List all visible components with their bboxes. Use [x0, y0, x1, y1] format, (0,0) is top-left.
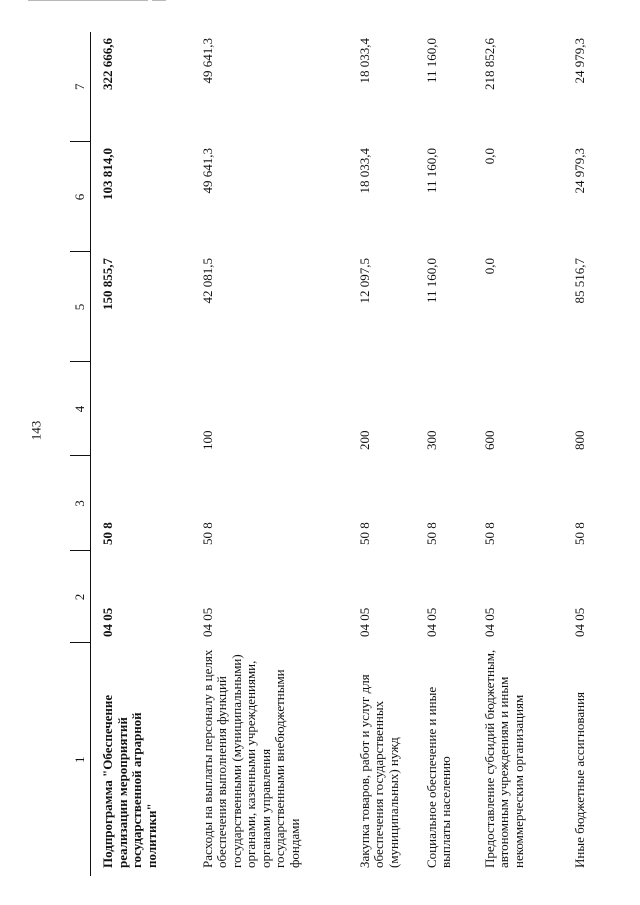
- scan-edge-mark-short: [152, 0, 166, 1]
- row-section: 04 05: [423, 607, 439, 637]
- row-type: [91, 362, 191, 456]
- row-name: Подпрограмма "Обеспечение реализации мероприятий государственной аграрной политики": [100, 694, 159, 868]
- row-section: 04 05: [199, 607, 215, 637]
- row-value-5: 85 516,7: [571, 258, 587, 304]
- row-value-6: 11 160,0: [423, 148, 439, 194]
- table-row-social: [415, 32, 473, 876]
- row-target: 50 8: [199, 522, 215, 545]
- row-type: 100: [199, 430, 215, 450]
- table-row-subsidies: [473, 32, 563, 876]
- row-value-6: 49 641,3: [199, 148, 215, 194]
- row-target: 50 8: [356, 522, 372, 545]
- column-header-3: 3: [70, 456, 91, 551]
- row-section: 04 05: [356, 607, 372, 637]
- table-row-personnel: [191, 32, 348, 876]
- row-target: 50 8: [481, 522, 497, 545]
- table-row-subprogram: [91, 32, 191, 876]
- row-section: 04 05: [100, 607, 115, 637]
- row-value-5: 42 081,5: [199, 258, 215, 304]
- row-value-6: 0,0: [481, 148, 497, 165]
- row-type: 800: [571, 430, 587, 450]
- column-header-4: 4: [70, 362, 91, 456]
- rotated-table-content: [70, 32, 609, 876]
- row-value-7: 218 852,6: [481, 38, 497, 90]
- row-target: 50 8: [100, 522, 115, 545]
- table-row-procurement: [348, 32, 415, 876]
- row-value-7: 322 666,6: [100, 38, 115, 90]
- table-header-row: [70, 32, 91, 876]
- row-target: 50 8: [571, 522, 587, 545]
- row-value-7: 24 979,3: [571, 38, 587, 84]
- column-header-1: 1: [70, 643, 91, 876]
- row-name: Социальное обеспечение и иные выплаты населению: [423, 686, 453, 868]
- row-value-7: 49 641,3: [199, 38, 215, 84]
- row-type: 300: [423, 430, 439, 450]
- column-header-7: 7: [70, 32, 91, 142]
- row-name: Расходы на выплаты персоналу в целях обеспечения выполнения функций государственными (муниципальными) органами, казенными учреждениями, органами управления государственными внебюджетными фондами: [199, 649, 302, 868]
- row-value-6: 103 814,0: [100, 148, 115, 200]
- column-header-2: 2: [70, 551, 91, 643]
- row-value-7: 11 160,0: [423, 38, 439, 84]
- table-row-other: [563, 32, 599, 876]
- row-value-5: 0,0: [481, 258, 497, 275]
- row-section: 04 05: [481, 607, 497, 637]
- row-value-5: 11 160,0: [423, 258, 439, 304]
- row-value-6: 18 033,4: [356, 148, 372, 194]
- scan-edge-mark: [28, 0, 148, 1]
- page-number: 143: [28, 420, 44, 441]
- row-name: Закупка товаров, работ и услуг для обеспечения государственных (муниципальных) нужд: [356, 674, 401, 868]
- row-value-6: 24 979,3: [571, 148, 587, 194]
- row-name: Предоставление субсидий бюджетным, автономным учреждениям и иным некоммерческим организациям: [481, 649, 526, 868]
- row-section: 04 05: [571, 607, 587, 637]
- rotated-table-frame: [70, 32, 609, 876]
- row-target: 50 8: [423, 522, 439, 545]
- row-value-5: 12 097,5: [356, 258, 372, 304]
- row-type: 200: [356, 430, 372, 450]
- row-type: 600: [481, 430, 497, 450]
- row-value-7: 18 033,4: [356, 38, 372, 84]
- column-header-5: 5: [70, 252, 91, 362]
- row-value-5: 150 855,7: [100, 258, 115, 310]
- row-name: Иные бюджетные ассигнования: [571, 691, 587, 868]
- budget-table: [70, 32, 599, 876]
- column-header-6: 6: [70, 142, 91, 252]
